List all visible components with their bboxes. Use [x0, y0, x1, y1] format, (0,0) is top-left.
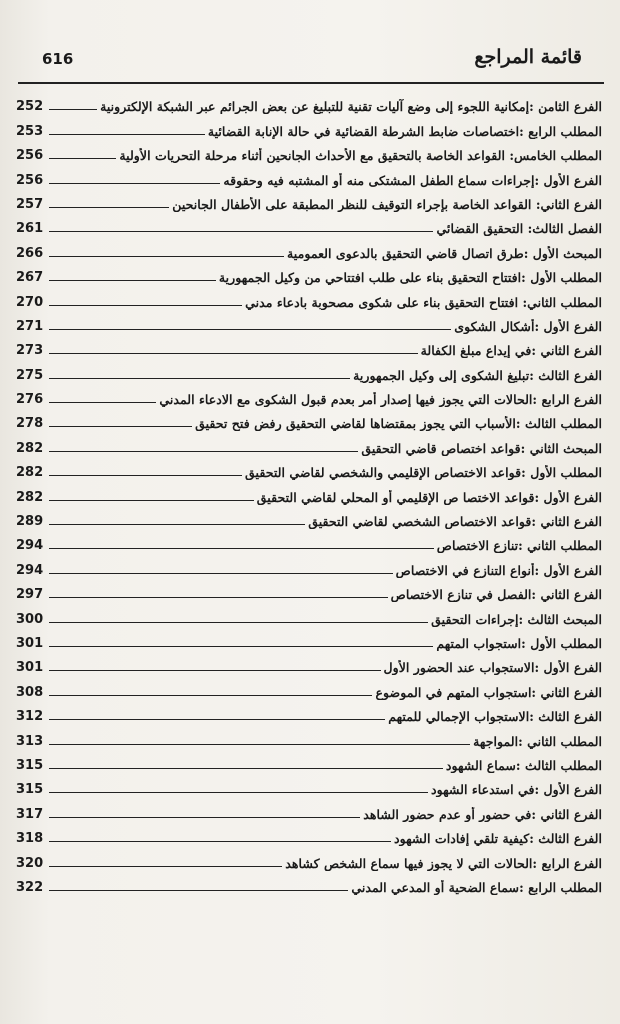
- toc-entry: [16, 651, 602, 675]
- toc-entry-label: الفرع الثالث :تبليغ الشكوى إلى وكيل الجمهورية: [353, 367, 602, 383]
- toc-leader-line: [49, 866, 282, 867]
- toc-leader-line: [49, 695, 372, 696]
- toc-entry: [16, 383, 602, 407]
- toc-leader-line: [49, 280, 216, 281]
- toc-entry: [16, 310, 602, 334]
- toc-leader-line: [49, 670, 381, 671]
- toc-leader-line: [49, 231, 433, 232]
- toc-entry-page: 301: [16, 635, 44, 651]
- toc-entry-page: 289: [16, 514, 44, 530]
- page-title: قائمة المراجع: [474, 46, 582, 68]
- toc-entry-label: المطلب الثالث :سماع الشهود: [445, 757, 602, 773]
- toc-entry: [16, 212, 602, 236]
- toc-leader-line: [49, 134, 205, 135]
- toc-entry-page: 282: [16, 465, 44, 481]
- toc-entry-label: المبحث الثاني :قواعد اختصاص قاضي التحقيق: [361, 440, 602, 456]
- toc-entry-page: 312: [16, 709, 44, 725]
- toc-entry: [16, 505, 602, 529]
- toc-leader-line: [49, 305, 242, 306]
- toc-leader-line: [49, 158, 116, 159]
- toc-entry: [16, 236, 602, 260]
- toc-entry-label: الفرع الأول :أنواع التنازع في الاختصاص: [395, 562, 602, 578]
- toc-leader-line: [49, 548, 434, 549]
- toc-entry-page: 297: [16, 587, 44, 603]
- toc-entry-page: 313: [16, 733, 44, 749]
- toc-entry-page: 275: [16, 367, 44, 383]
- toc-leader-line: [49, 792, 428, 793]
- table-of-contents: [16, 90, 602, 895]
- toc-leader-line: [49, 597, 388, 598]
- toc-leader-line: [49, 768, 443, 769]
- toc-entry-label: الفرع الأول :إجراءات سماع الطفل المشتكى منه أو المشتبه فيه وحقوقه: [223, 172, 602, 188]
- toc-leader-line: [49, 719, 385, 720]
- toc-entry-label: الفرع الأول :قواعد الاختصا ص الإقليمي أو المحلي لقاضي التحقيق: [256, 489, 602, 505]
- toc-entry-label: المطلب الرابع :سماع الضحية أو المدعي المدني: [351, 879, 602, 895]
- toc-entry-label: المبحث الأول :طرق اتصال قاضي التحقيق بالدعوى العمومية: [287, 245, 602, 261]
- toc-entry-label: الفرع الرابع :الحالات التي لا يجوز فيها سماع الشخص كشاهد: [285, 855, 602, 871]
- toc-leader-line: [49, 622, 428, 623]
- toc-entry-page: 294: [16, 562, 44, 578]
- toc-leader-line: [49, 183, 220, 184]
- toc-entry: [16, 724, 602, 748]
- toc-entry: [16, 871, 602, 895]
- toc-entry-label: المطلب الأول :استجواب المتهم: [436, 635, 602, 651]
- toc-entry: [16, 749, 602, 773]
- toc-entry-label: الفرع الرابع :الحالات التي يجوز فيها إصدار أمر بعدم قبول الشكوى مع الادعاء المدني: [159, 392, 602, 408]
- toc-entry-page: 322: [16, 879, 44, 895]
- toc-entry-label: الفرع الأول :أشكال الشكوى: [454, 318, 602, 334]
- toc-entry-label: الفرع الثاني :قواعد الاختصاص الشخصي لقاضي التحقيق: [308, 514, 602, 530]
- toc-leader-line: [49, 475, 242, 476]
- toc-entry: [16, 700, 602, 724]
- toc-entry-label: الفرع الثاني :في حضور أو عدم حضور الشاهد: [363, 806, 602, 822]
- toc-entry: [16, 334, 602, 358]
- toc-entry: [16, 114, 602, 138]
- toc-leader-line: [49, 329, 451, 330]
- toc-entry-page: 273: [16, 343, 44, 359]
- toc-leader-line: [49, 817, 360, 818]
- toc-entry: [16, 407, 602, 431]
- toc-leader-line: [49, 426, 192, 427]
- toc-entry-page: 308: [16, 684, 44, 700]
- toc-leader-line: [49, 378, 350, 379]
- toc-entry: [16, 431, 602, 455]
- toc-entry-label: المطلب الثاني :تنازع الاختصاص: [436, 538, 602, 554]
- toc-leader-line: [49, 646, 433, 647]
- toc-entry-page: 256: [16, 148, 44, 164]
- toc-leader-line: [49, 451, 358, 452]
- toc-entry-label: الفرع الثاني: القواعد الخاصة بإجراء التوقيف للنظر المطبقة على الأطفال الجانحين: [172, 196, 602, 212]
- toc-entry: [16, 163, 602, 187]
- toc-entry-page: 320: [16, 855, 44, 871]
- toc-entry-page: 294: [16, 538, 44, 554]
- toc-entry-label: المطلب الرابع :اختصاصات ضابط الشرطة القضائية في حالة الإنابة القضائية: [207, 123, 602, 139]
- toc-entry: [16, 773, 602, 797]
- toc-entry-label: الفرع الأول :في استدعاء الشهود: [430, 782, 602, 798]
- toc-entry: [16, 139, 602, 163]
- toc-entry-page: 257: [16, 196, 44, 212]
- toc-leader-line: [49, 402, 156, 403]
- toc-entry: [16, 456, 602, 480]
- toc-entry-label: المطلب الثالث :الأسباب التي يجوز بمقتضاها لقاضي التحقيق رفض فتح تحقيق: [195, 416, 602, 432]
- toc-entry: [16, 846, 602, 870]
- toc-entry-page: 271: [16, 318, 44, 334]
- toc-entry: [16, 261, 602, 285]
- toc-entry-label: الفرع الثالث :كيفية تلقي إفادات الشهود: [394, 831, 602, 847]
- toc-entry-label: الفرع الثاني :الفصل في تنازع الاختصاص: [390, 587, 602, 603]
- toc-leader-line: [49, 353, 418, 354]
- toc-entry-label: الفصل الثالث: التحقيق القضائي: [436, 221, 602, 237]
- toc-entry-page: 261: [16, 221, 44, 237]
- toc-entry-label: الفرع الأول :الاستجواب عند الحضور الأول: [383, 660, 602, 676]
- toc-leader-line: [49, 256, 284, 257]
- toc-entry-label: المطلب الثاني :المواجهة: [473, 733, 602, 749]
- toc-leader-line: [49, 890, 348, 891]
- page-header: [18, 40, 604, 84]
- toc-entry: [16, 578, 602, 602]
- toc-leader-line: [49, 109, 97, 110]
- toc-entry-page: 256: [16, 172, 44, 188]
- toc-entry-page: 278: [16, 416, 44, 432]
- toc-entry-page: 270: [16, 294, 44, 310]
- toc-entry-page: 315: [16, 757, 44, 773]
- toc-entry: [16, 358, 602, 382]
- toc-entry-page: 276: [16, 392, 44, 408]
- toc-entry: [16, 627, 602, 651]
- toc-entry-page: 267: [16, 270, 44, 286]
- toc-leader-line: [49, 207, 169, 208]
- toc-entry-page: 317: [16, 806, 44, 822]
- toc-entry-label: الفرع الثالث :الاستجواب الإجمالي للمتهم: [388, 709, 602, 725]
- toc-leader-line: [49, 524, 305, 525]
- toc-entry-label: الفرع الثاني :استجواب المتهم في الموضوع: [375, 684, 602, 700]
- toc-leader-line: [49, 500, 254, 501]
- toc-entry: [16, 797, 602, 821]
- toc-entry-label: الفرع الثامن :إمكانية اللجوء إلى وضع آليات تقنية للتبليغ عن بعض الجرائم عبر الشبكة الإلكترونية: [100, 99, 602, 115]
- toc-entry-label: المطلب الأول :افتتاح التحقيق بناء على طلب افتتاحي من وكيل الجمهورية: [218, 270, 602, 286]
- toc-entry-page: 315: [16, 782, 44, 798]
- toc-entry-label: المطلب الثاني: افتتاح التحقيق بناء على شكوى مصحوبة بادعاء مدني: [245, 294, 602, 310]
- toc-entry-label: المطلب الخامس: القواعد الخاصة بالتحقيق مع الأحداث الجانحين أثناء مرحلة التحريات الأولية: [119, 148, 602, 164]
- toc-entry: [16, 285, 602, 309]
- toc-entry-page: 253: [16, 123, 44, 139]
- toc-entry-page: 252: [16, 99, 44, 115]
- toc-entry-page: 282: [16, 440, 44, 456]
- toc-entry-label: المطلب الأول :قواعد الاختصاص الإقليمي والشخصي لقاضي التحقيق: [245, 465, 602, 481]
- toc-entry: [16, 553, 602, 577]
- toc-entry-page: 300: [16, 611, 44, 627]
- toc-entry-page: 266: [16, 245, 44, 261]
- toc-leader-line: [49, 841, 391, 842]
- toc-entry-label: الفرع الثاني :في إيداع مبلغ الكفالة: [420, 343, 602, 359]
- toc-entry: [16, 675, 602, 699]
- toc-leader-line: [49, 573, 393, 574]
- toc-entry: [16, 90, 602, 114]
- page-number: 616: [42, 50, 74, 68]
- toc-entry-label: المبحث الثالث :إجراءات التحقيق: [431, 611, 602, 627]
- toc-entry-page: 318: [16, 831, 44, 847]
- toc-entry: [16, 529, 602, 553]
- toc-entry-page: 282: [16, 489, 44, 505]
- toc-leader-line: [49, 744, 470, 745]
- toc-entry-page: 301: [16, 660, 44, 676]
- toc-entry: [16, 822, 602, 846]
- toc-entry: [16, 188, 602, 212]
- toc-entry: [16, 602, 602, 626]
- toc-entry: [16, 480, 602, 504]
